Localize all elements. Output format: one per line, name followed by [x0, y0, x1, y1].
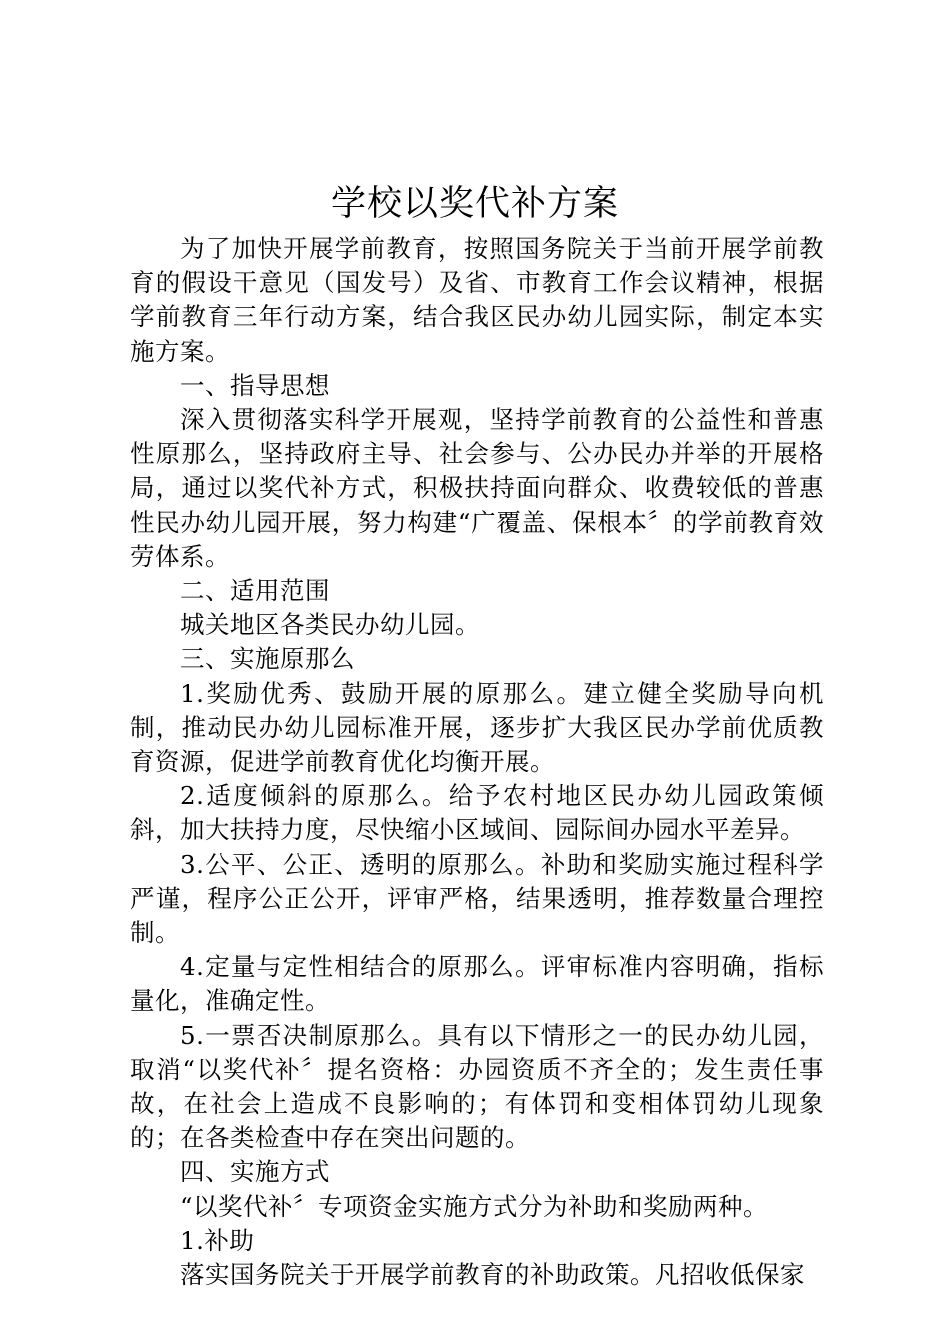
document-title: 学校以奖代补方案: [330, 184, 619, 224]
section-heading-3: 三、实施原那么: [180, 644, 355, 674]
section-heading-4: 四、实施方式: [180, 1157, 330, 1187]
principle-item-1: 1.奖励优秀、鼓励开展的原那么。建立健全奖励导向机制，推动民办幼儿园标准开展，逐步扩大我区民办学前优质教育资源，促进学前教育优化均衡开展。: [130, 678, 824, 777]
principle-item-4: 4.定量与定性相结合的原那么。评审标准内容明确，指标量化，准确定性。: [130, 952, 824, 1016]
section-heading-1: 一、指导思想: [180, 370, 330, 400]
paragraph-scope: 城关地区各类民办幼儿园。: [180, 610, 480, 640]
subsection-heading-subsidy: 1.补助: [180, 1225, 255, 1255]
paragraph-implementation: “以奖代补〞专项资金实施方式分为补助和奖励两种。: [180, 1191, 769, 1221]
paragraph-subsidy: 落实国务院关于开展学前教育的补助政策。凡招收低保家: [180, 1260, 805, 1290]
principle-item-2: 2.适度倾斜的原那么。给予农村地区民办幼儿园政策倾斜，加大扶持力度，尽快缩小区域间、园际间办园水平差异。: [130, 781, 824, 845]
paragraph-guiding-thought: 深入贯彻落实科学开展观，坚持学前教育的公益性和普惠性原那么，坚持政府主导、社会参与、公办民办并举的开展格局，通过以奖代补方式，积极扶持面向群众、收费较低的普惠性民办幼儿园开展，努力构建“广覆盖、保根本〞的学前教育效劳体系。: [130, 405, 824, 571]
paragraph-intro: 为了加快开展学前教育，按照国务院关于当前开展学前教育的假设干意见（国发号）及省、市教育工作会议精神，根据学前教育三年行动方案，结合我区民办幼儿园实际，制定本实施方案。: [130, 234, 824, 366]
principle-item-5: 5.一票否决制原那么。具有以下情形之一的民办幼儿园，取消“以奖代补〞提名资格：办园资质不齐全的；发生责任事故，在社会上造成不良影响的；有体罚和变相体罚幼儿现象的；在各类检查中存在突出问题的。: [130, 1020, 824, 1153]
document-body: [130, 232, 824, 1292]
principle-item-3: 3.公平、公正、透明的原那么。补助和奖励实施过程科学严谨，程序公正公开，评审严格，结果透明，推荐数量合理控制。: [130, 849, 824, 948]
section-heading-2: 二、适用范围: [180, 576, 330, 606]
